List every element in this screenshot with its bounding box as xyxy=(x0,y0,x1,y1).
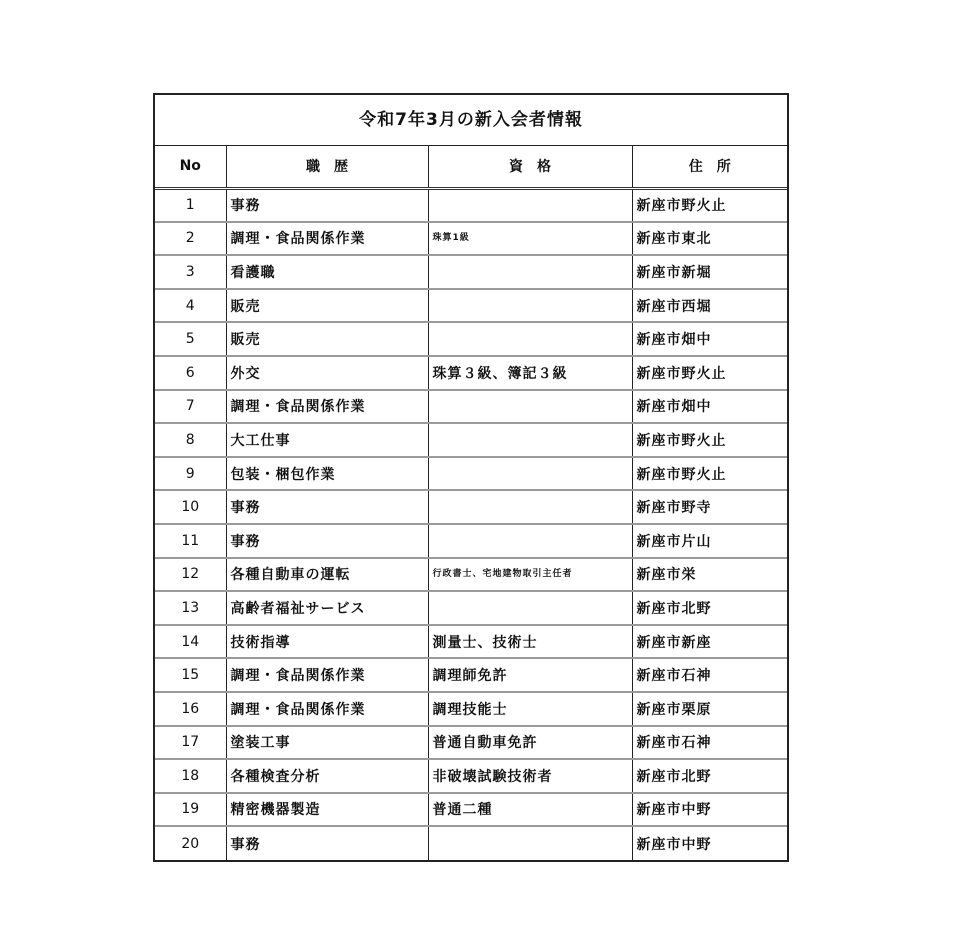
cell-address: 新座市野寺 xyxy=(632,490,787,524)
table-row xyxy=(155,726,787,760)
cell-qualification xyxy=(428,322,632,356)
cell-no: 14 xyxy=(155,625,226,659)
cell-address: 新座市畑中 xyxy=(632,390,787,424)
new-members-table-sheet xyxy=(153,93,789,862)
cell-job: 技術指導 xyxy=(226,625,428,659)
cell-qualification xyxy=(428,490,632,524)
cell-no: 3 xyxy=(155,255,226,289)
cell-qualification xyxy=(428,457,632,491)
cell-address: 新座市中野 xyxy=(636,836,712,853)
cell-no: 2 xyxy=(155,222,226,256)
cell-address: 新座市北野 xyxy=(632,759,787,793)
cell-no: 8 xyxy=(155,423,226,457)
table-row xyxy=(155,759,787,793)
table-row xyxy=(155,457,787,491)
cell-job: 事務 xyxy=(226,826,428,860)
cell-qualification xyxy=(428,423,632,457)
cell-job: 調理・食品関係作業 xyxy=(226,222,428,256)
table-title: 令和7年3月の新入会者情報 xyxy=(155,95,787,146)
cell-no: 12 xyxy=(155,558,226,592)
cell-no: 4 xyxy=(155,289,226,323)
cell-qualification xyxy=(428,826,632,860)
cell-no: 16 xyxy=(155,692,226,726)
cell-no: 9 xyxy=(155,457,226,491)
table-body xyxy=(155,188,787,860)
header-no: No xyxy=(155,146,226,188)
cell-qualification xyxy=(428,390,632,424)
cell-address: 新座市栄 xyxy=(632,558,787,592)
cell-qualification: 調理技能士 xyxy=(428,692,632,726)
cell-qualification: 非破壊試験技術者 xyxy=(428,759,632,793)
table-row xyxy=(155,188,787,222)
cell-qualification xyxy=(428,289,632,323)
cell-job: 包装・梱包作業 xyxy=(226,457,428,491)
cell-no: 18 xyxy=(155,759,226,793)
cell-qualification: 測量士、技術士 xyxy=(428,625,632,659)
cell-address: 新座市新堀 xyxy=(632,255,787,289)
cell-address: 新座市東北 xyxy=(632,222,787,256)
table-row xyxy=(155,222,787,256)
cell-qualification: 珠算３級、簿記３級 xyxy=(428,356,632,390)
cell-job: 高齢者福祉サービス xyxy=(226,591,428,625)
table-row xyxy=(155,524,787,558)
table-row xyxy=(155,558,787,592)
cell-no: 13 xyxy=(155,591,226,625)
header-job: 職 歴 xyxy=(226,146,428,188)
cell-job: 調理・食品関係作業 xyxy=(226,692,428,726)
cell-job: 外交 xyxy=(226,356,428,390)
cell-address: 新座市北野 xyxy=(632,591,787,625)
table-row xyxy=(155,255,787,289)
table-row xyxy=(155,793,787,827)
cell-address: 新座市野火止 xyxy=(632,356,787,390)
cell-job: 販売 xyxy=(226,322,428,356)
table-row xyxy=(155,356,787,390)
cell-address: 新座市野火止 xyxy=(632,457,787,491)
header-address: 住 所 xyxy=(632,146,787,188)
cell-address: 新座市石神 xyxy=(632,726,787,760)
table-row xyxy=(155,322,787,356)
cell-qualification xyxy=(428,188,632,222)
cell-no: 5 xyxy=(155,322,226,356)
table-row xyxy=(155,289,787,323)
cell-job: 塗装工事 xyxy=(226,726,428,760)
table-row xyxy=(155,591,787,625)
cell-address: 新座市新座 xyxy=(632,625,787,659)
cell-no: 1 xyxy=(155,188,226,222)
cell-no: 15 xyxy=(155,658,226,692)
cell-job: 各種自動車の運転 xyxy=(226,558,428,592)
table-row xyxy=(155,692,787,726)
cell-address: 新座市栗原 xyxy=(632,692,787,726)
cell-qualification xyxy=(428,524,632,558)
cell-job: 精密機器製造 xyxy=(226,793,428,827)
cell-job: 各種検査分析 xyxy=(226,759,428,793)
cell-address: 新座市中野 xyxy=(632,793,787,827)
cell-job: 販売 xyxy=(226,289,428,323)
cell-qualification xyxy=(428,591,632,625)
table-row xyxy=(155,423,787,457)
cell-address: 新座市西堀 xyxy=(632,289,787,323)
cell-address: 新座市野火止 xyxy=(632,188,787,222)
cell-qualification: 珠算1級 xyxy=(428,222,632,256)
cell-job: 事務 xyxy=(226,188,428,222)
cell-job: 事務 xyxy=(226,524,428,558)
members-table xyxy=(155,146,787,860)
cell-address: 新座市片山 xyxy=(632,524,787,558)
cell-job: 大工仕事 xyxy=(226,423,428,457)
header-row xyxy=(155,146,787,188)
table-row xyxy=(155,625,787,659)
cell-address: 新座市石神 xyxy=(632,658,787,692)
table-row xyxy=(155,390,787,424)
cell-address: 新座市畑中 xyxy=(632,322,787,356)
cell-qualification: 普通二種 xyxy=(428,793,632,827)
table-row xyxy=(155,658,787,692)
cell-job: 調理・食品関係作業 xyxy=(226,658,428,692)
cell-no: 7 xyxy=(155,390,226,424)
cell-no: 10 xyxy=(155,490,226,524)
cell-job: 調理・食品関係作業 xyxy=(226,390,428,424)
cell-qualification: 普通自動車免許 xyxy=(428,726,632,760)
cell-address: 新座市野火止 xyxy=(632,423,787,457)
header-qualification: 資 格 xyxy=(428,146,632,188)
cell-no: 19 xyxy=(155,793,226,827)
table-row xyxy=(155,826,787,860)
table-row xyxy=(155,490,787,524)
cell-no: 11 xyxy=(155,524,226,558)
cell-qualification: 行政書士、宅地建物取引主任者 xyxy=(428,558,632,592)
cell-qualification xyxy=(428,255,632,289)
cell-job: 看護職 xyxy=(226,255,428,289)
cell-job: 事務 xyxy=(226,490,428,524)
cell-no: 6 xyxy=(155,356,226,390)
cell-qualification: 調理師免許 xyxy=(428,658,632,692)
cell-no: 17 xyxy=(155,726,226,760)
cell-no: 20 xyxy=(155,826,226,860)
